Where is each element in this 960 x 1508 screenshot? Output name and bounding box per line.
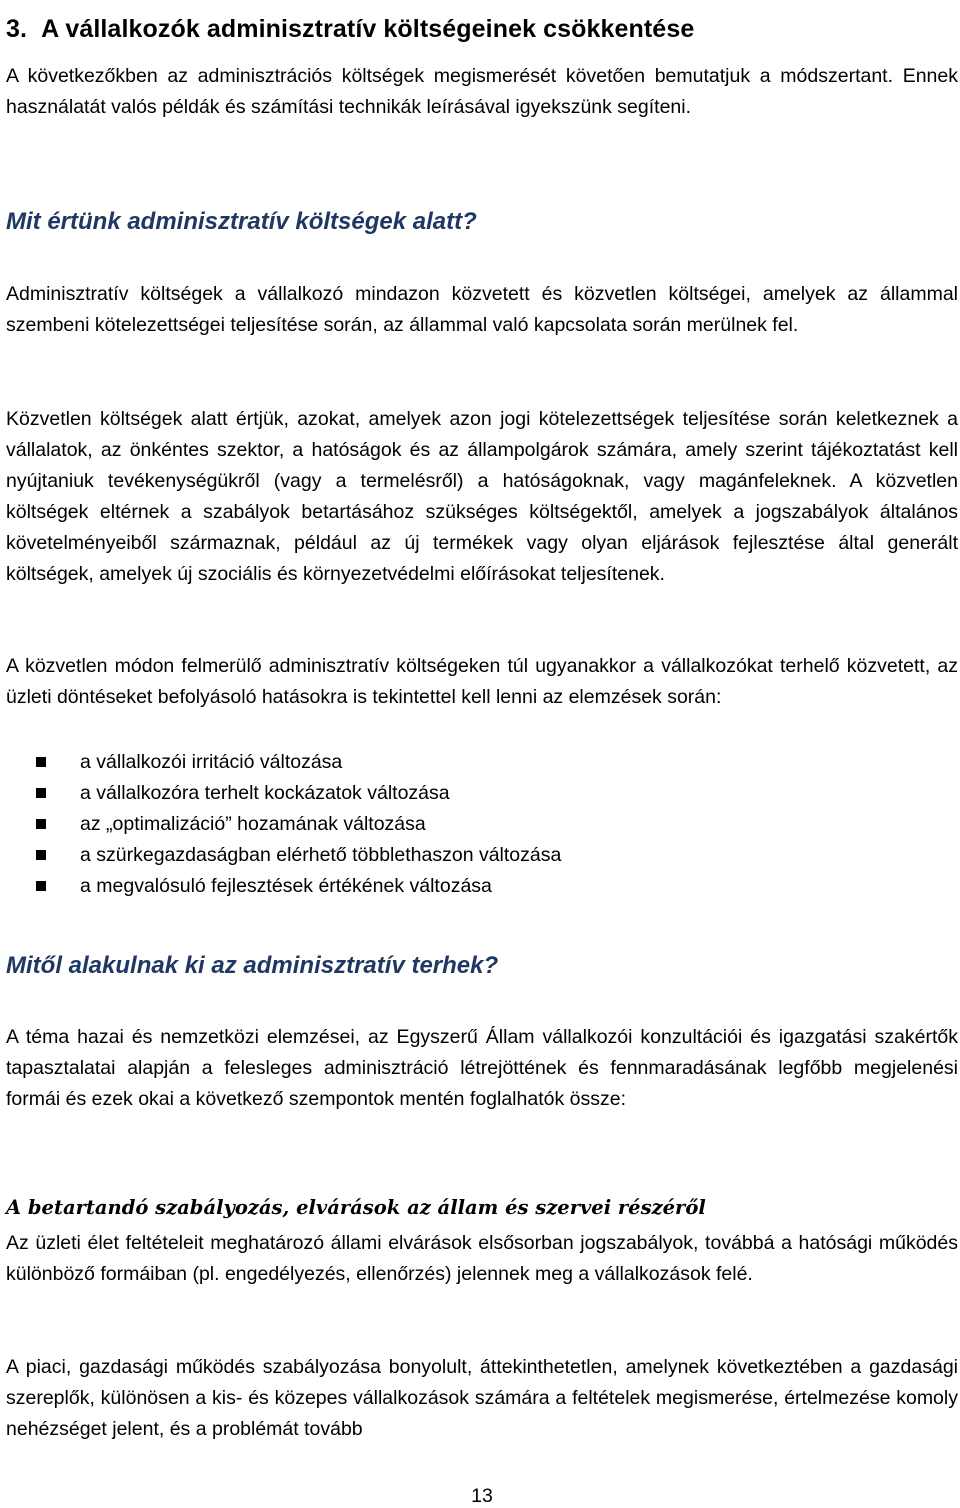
section-heading-administrative-costs: Mit értünk adminisztratív költségek alatt? [6, 208, 477, 235]
indirect-costs-paragraph: A közvetlen módon felmerülő adminisztratív költségeken túl ugyanakkor a vállalkozókat terhelő közvetett, az üzleti döntéseket befolyásoló hatásokra is tekintettel kell lenni az elemzések során: [6, 655, 958, 708]
square-bullet-icon [36, 788, 46, 798]
burden-origins-paragraph: A téma hazai és nemzetközi elemzései, az Egyszerű Állam vállalkozói konzultációi és igazgatási szakértők tapasztalatai alapján a felesleges adminisztráció létrejöttének és fennmaradásának legfőbb megjelenési formái és ezek okai a következő szempontok mentén foglalhatók össze: [6, 1026, 958, 1110]
square-bullet-icon [36, 819, 46, 829]
definition-paragraph: Adminisztratív költségek a vállalkozó mindazon közvetett és közvetlen költségei, amelyek az állammal szembeni kötelezettségei teljesítése során, az állammal való kapcsolata során merülnek fel. [6, 283, 958, 336]
square-bullet-icon [36, 757, 46, 767]
intro-paragraph: A következőkben az adminisztrációs költségek megismerését követően bemutatjuk a módszertant. Ennek használatát valós példák és számítási technikák leírásával igyekszünk segíteni. [6, 65, 958, 118]
chapter-heading [6, 15, 694, 44]
list-item: a vállalkozóra terhelt kockázatok változása [6, 778, 561, 809]
square-bullet-icon [36, 850, 46, 860]
section-heading-burden-origins: Mitől alakulnak ki az adminisztratív terhek? [6, 952, 499, 979]
chapter-number: 3. [6, 14, 28, 43]
chapter-title: A vállalkozók adminisztratív költségeinek csökkentése [41, 14, 695, 43]
document-page [6, 0, 958, 1507]
list-item: a szürkegazdaságban elérhető többlethaszon változása [6, 840, 561, 871]
list-item: az „optimalizáció” hozamának változása [6, 809, 561, 840]
list-item: a megvalósuló fejlesztések értékének változása [6, 871, 561, 902]
subsection-heading-regulation: A betartandó szabályozás, elvárások az állam és szervei részéről [6, 1196, 706, 1219]
list-item: a vállalkozói irritáció változása [6, 747, 561, 778]
market-regulation-paragraph: A piaci, gazdasági működés szabályozása bonyolult, áttekinthetetlen, amelynek következtében a gazdasági szereplők, különösen a kis- és közepes vállalkozások számára a feltételek megismerése, értelmezése komoly nehézséget jelent, és a problémát tovább [6, 1356, 958, 1440]
page-number: 13 [471, 1485, 493, 1507]
square-bullet-icon [36, 881, 46, 891]
indirect-effects-list [6, 747, 561, 902]
regulation-paragraph: Az üzleti élet feltételeit meghatározó állami elvárások elsősorban jogszabályok, továbbá a hatósági működés különböző formáiban (pl. engedélyezés, ellenőrzés) jelennek meg a vállalkozások felé. [6, 1232, 958, 1285]
direct-costs-paragraph: Közvetlen költségek alatt értjük, azokat, amelyek azon jogi kötelezettségek teljesítése során keletkeznek a vállalatok, az önkéntes szektor, a hatóságok és az állampolgárok számára, amely szerint tájékoztatást kell nyújtaniuk tevékenységükről (vagy a termelésről) a hatóságoknak, vagy magánfeleknek. A közvetlen költségek eltérnek a szabályok betartásához szükséges költségektől, amelyek a jogszabályok általános követelményeiből származnak, például az új termékek vagy olyan eljárások fejlesztése által generált költségek, amelyek új szociális és környezetvédelmi előírásokat teljesítenek. [6, 408, 958, 585]
